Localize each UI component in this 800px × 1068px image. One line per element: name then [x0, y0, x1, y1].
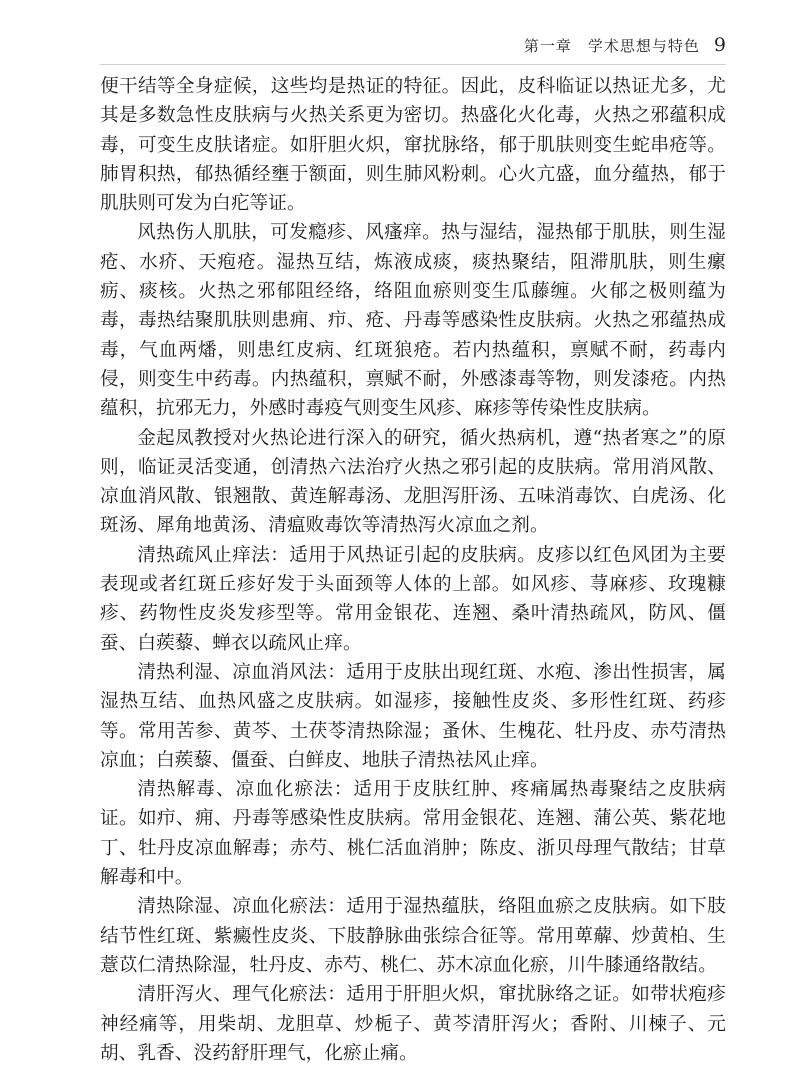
section-title: 学术思想与特色	[587, 36, 700, 55]
paragraph-wind-heat: 风热伤人肌肤，可发瘾疹、风瘙痒。热与湿结，湿热郁于肌肤，则生湿疮、水疥、天疱疮。湿热互结，炼液成痰，痰热聚结，阻滞肌肤，则生瘰疬、痰核。火热之邪郁阻经络，络阻血瘀则变生瓜藤缠。火郁之极则蕴为毒，毒热结聚肌肤则患痈、疖、疮、丹毒等感染性皮肤病。火热之邪蕴热成毒，气血两燔，则患红皮病、红斑狼疮。若内热蕴积，禀赋不耐，药毒内侵，则变生中药毒。内热蕴积，禀赋不耐，外感漆毒等物，则发漆疮。内热蕴积，抗邪无力，外感时毒疫气则变生风疹、麻疹等传染性皮肤病。	[100, 222, 726, 420]
chapter-number: 第一章	[523, 36, 572, 55]
body-text	[100, 72, 726, 1068]
paragraph-method-4: 清热除湿、凉血化瘀法：适用于湿热蕴肤，络阻血瘀之皮肤病。如下肢结节性红斑、紫癜性皮炎、下肢静脉曲张综合征等。常用萆薢、炒黄柏、生薏苡仁清热除湿，牡丹皮、赤芍、桃仁、苏木凉血化瘀，川牛膝通络散结。	[100, 896, 726, 976]
paragraph-method-1: 清热疏风止痒法：适用于风热证引起的皮肤病。皮疹以红色风团为主要表现或者红斑丘疹好发于头面颈等人体的上部。如风疹、荨麻疹、玫瑰糠疹、药物性皮炎发疹型等。常用金银花、连翘、桑叶清热疏风，防风、僵蚕、白蒺藜、蝉衣以疏风止痒。	[100, 544, 726, 654]
header-rule	[100, 64, 726, 65]
paragraph-method-5: 清肝泻火、理气化瘀法：适用于肝胆火炽，窜扰脉络之证。如带状疱疹神经痛等，用柴胡、龙胆草、炒栀子、黄芩清肝泻火；香附、川楝子、元胡、乳香、没药舒肝理气，化瘀止痛。	[100, 984, 726, 1064]
paragraph-continued: 便干结等全身症候，这些均是热证的特征。因此，皮科临证以热证尤多，尤其是多数急性皮肤病与火热关系更为密切。热盛化火化毒，火热之邪蕴积成毒，可变生皮肤诸症。如肝胆火炽，窜扰脉络，郁于肌肤则变生蛇串疮等。肺胃积热，郁热循经壅于额面，则生肺风粉刺。心火亢盛，血分蕴热，郁于肌肤则可发为白疕等证。	[100, 76, 726, 215]
paragraph-six-methods: 金起凤教授对火热论进行深入的研究，循火热病机，遵“热者寒之”的原则，临证灵活变通，创清热六法治疗火热之邪引起的皮肤病。常用消风散、凉血消风散、银翘散、黄连解毒汤、龙胆泻肝汤、五味消毒饮、白虎汤、化斑汤、犀角地黄汤、清瘟败毒饮等清热泻火凉血之剂。	[100, 427, 726, 537]
page-number: 9	[713, 34, 726, 56]
paragraph-method-2: 清热利湿、凉血消风法：适用于皮肤出现红斑、水疱、渗出性损害，属湿热互结、血热风盛之皮肤病。如湿疹，接触性皮炎、多形性红斑、药疹等。常用苦参、黄芩、土茯苓清热除湿；蚤休、生槐花、牡丹皮、赤芍清热凉血；白蒺藜、僵蚕、白鲜皮、地肤子清热祛风止痒。	[100, 661, 726, 771]
paragraph-method-3: 清热解毒、凉血化瘀法：适用于皮肤红肿、疼痛属热毒聚结之皮肤病证。如疖、痈、丹毒等感染性皮肤病。常用金银花、连翘、蒲公英、紫花地丁、牡丹皮凉血解毒；赤芍、桃仁活血消肿；陈皮、浙贝母理气散结；甘草解毒和中。	[100, 779, 726, 889]
running-header	[524, 33, 726, 57]
